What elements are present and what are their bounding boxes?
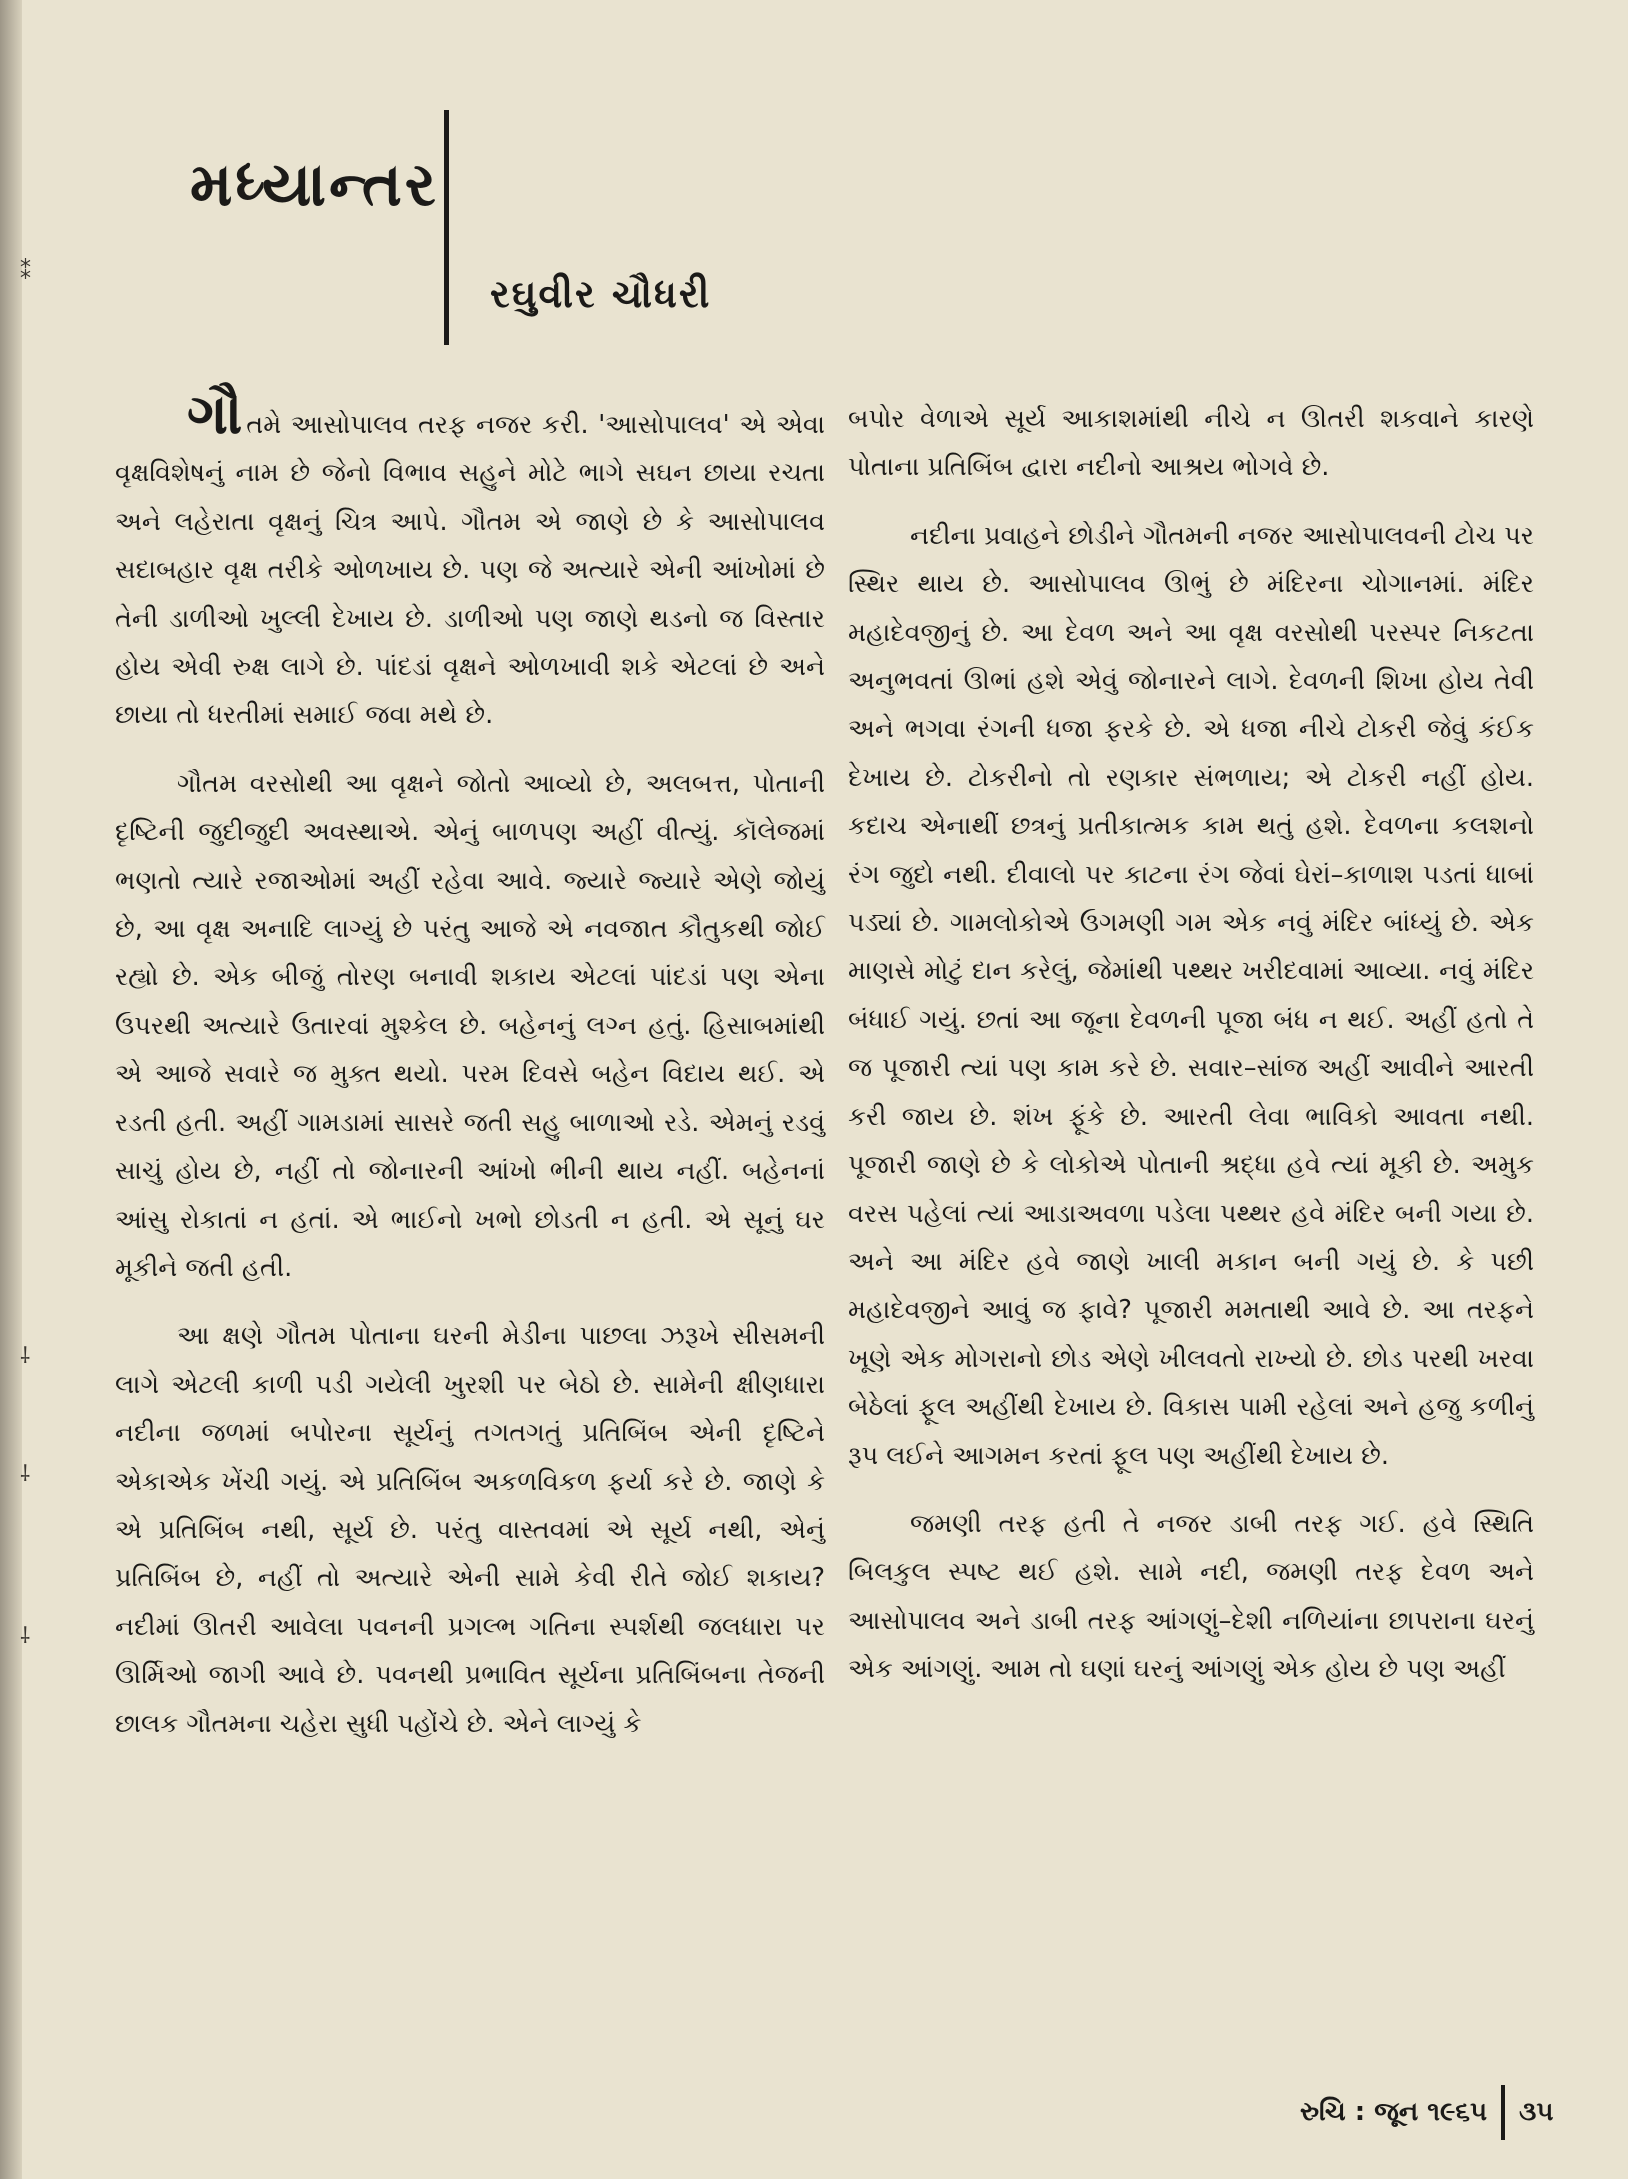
right-column xyxy=(848,395,1534,1714)
paragraph: નદીના પ્રવાહને છોડીને ગૌતમની નજર આસોપાલવની ટોચ પર સ્થિર થાય છે. આસોપાલવ ઊભું છે મંદિરના ચોગાનમાં. મંદિર મહાદેવજીનું છે. આ દેવળ અને આ વૃક્ષ વરસોથી પરસ્પર નિકટતા અનુભવતાં ઊભાં હશે એવું જોનારને લાગે. દેવળની શિખા હોય તેવી અને ભગવા રંગની ધજા ફરકે છે. એ ધજા નીચે ટોકરી જેવું કંઈક દેખાય છે. ટોકરીનો તો રણકાર સંભળાય; એ ટોકરી નહીં હોય. કદાચ એનાથીં છત્રનું પ્રતીકાત્મક કામ થતું હશે. દેવળના કલશનો રંગ જુદો નથી. દીવાલો પર કાટના રંગ જેવાં ઘેરાં–કાળાશ પડતાં ધાબાં પડ્યાં છે. ગામલોકોએ ઉગમણી ગમ એક નવું મંદિર બાંધ્યું છે. એક માણસે મોટું દાન કરેલું, જેમાંથી પથ્થર ખરીદવામાં આવ્યા. નવું મંદિર બંધાઈ ગયું. છતાં આ જૂના દેવળની પૂજા બંધ ન થઈ. અહીં હતો તે જ પૂજારી ત્યાં પણ કામ કરે છે. સવાર–સાંજ અહીં આવીને આરતી કરી જાય છે. શંખ ફૂંકે છે. આરતી લેવા ભાવિકો આવતા નથી. પૂજારી જાણે છે કે લોકોએ પોતાની શ્રદ્ધા હવે ત્યાં મૂકી છે. અમુક વરસ પહેલાં ત્યાં આડાઅવળા પડેલા પથ્થર હવે મંદિર બની ગયા છે. અને આ મંદિર હવે જાણે ખાલી મકાન બની ગયું છે. કે પછી મહાદેવજીને આવું જ ફાવે? પૂજારી મમતાથી આવે છે. આ તરફને ખૂણે એક મોગરાનો છોડ એણે ખીલવતો રાખ્યો છે. છોડ પરથી ખરવા બેઠેલાં ફૂલ અહીંથી દેખાય છે. વિકાસ પામી રહેલાં અને હજુ કળીનું રૂપ લઈને આગમન કરતાં ફૂલ પણ અહીંથી દેખાય છે. xyxy=(848,520,1534,1471)
page-footer xyxy=(1300,2085,1553,2140)
footer-divider xyxy=(1501,2085,1505,2140)
drop-cap: ગૌ xyxy=(187,382,243,447)
paragraph: બપોર વેળાએ સૂર્ય આકાશમાંથી નીચે ન ઊતરી શકવાને કારણે પોતાના પ્રતિબિંબ દ્વારા નદીનો આશ્રય ભોગવે છે. xyxy=(848,404,1534,483)
gutter-mark: ⸸ xyxy=(20,1462,31,1487)
article-title: મધ્યાન્તર xyxy=(190,150,439,220)
paragraph: આ ક્ષણે ગૌતમ પોતાના ઘરની મેડીના પાછલા ઝરૂખે સીસમની લાગે એટલી કાળી પડી ગયેલી ખુરશી પર બેઠો છે. સામેની ક્ષીણધારા નદીના જળમાં બપોરના સૂર્યનું તગતગતું પ્રતિબિંબ એની દૃષ્ટિને એકાએક ખેંચી ગયું. એ પ્રતિબિંબ અકળવિકળ ફર્યા કરે છે. જાણે કે એ પ્રતિબિંબ નથી, સૂર્ય છે. પરંતુ વાસ્તવમાં એ સૂર્ય નથી, એનું પ્રતિબિંબ છે, નહીં તો અત્યારે એની સામે કેવી રીતે જોઈ શકાય? નદીમાં ઊતરી આવેલા પવનની પ્રગલ્ભ ગતિના સ્પર્શથી જલધારા પર ઊર્મિઓ જાગી આવે છે. પવનથી પ્રભાવિત સૂર્યના પ્રતિબિંબના તેજની છાલક ગૌતમના ચહેરા સુધી પહોંચે છે. એને લાગ્યું કે xyxy=(115,1321,825,1739)
gutter-mark: ⸸ xyxy=(20,1344,31,1369)
title-divider xyxy=(444,110,449,345)
gutter-mark: ⸸ xyxy=(20,1624,31,1649)
left-column xyxy=(115,382,825,1768)
page-number: ૩૫ xyxy=(1519,2097,1554,2127)
paragraph: જમણી તરફ હતી તે નજર ડાબી તરફ ગઈ. હવે સ્થિતિ બિલકુલ સ્પષ્ટ થઈ હશે. સામે નદી, જમણી તરફ દેવળ અને આસોપાલવ અને ડાબી તરફ આંગણું–દેશી નળિયાંના છાપરાના ઘરનું એક આંગણું. આમ તો ઘણાં ઘરનું આંગણું એક હોય છે પણ અહીં xyxy=(848,1508,1534,1685)
paragraph-text: તમે આસોપાલવ તરફ નજર કરી. 'આસોપાલવ' એ એવા વૃક્ષવિશેષનું નામ છે જેનો વિભાવ સહુને મોટે ભાગે સઘન છાયા રચતા અને લહેરાતા વૃક્ષનું ચિત્ર આપે. ગૌતમ એ જાણે છે કે આસોપાલવ સદાબહાર વૃક્ષ તરીકે ઓળખાય છે. પણ જે અત્યારે એની આંખોમાં છે તેની ડાળીઓ ખુલ્લી દેખાય છે. ડાળીઓ પણ જાણે થડનો જ વિસ્તાર હોય એવી રુક્ષ લાગે છે. પાંદડાં વૃક્ષને ઓળખાવી શકે એટલાં છે અને છાયા તો ધરતીમાં સમાઈ જવા મથે છે. xyxy=(115,410,825,731)
paragraph: ગૌતમ વરસોથી આ વૃક્ષને જોતો આવ્યો છે, અલબત્ત, પોતાની દૃષ્ટિની જુદીજુદી અવસ્થાએ. એનું બાળપણ અહીં વીત્યું. કૉલેજમાં ભણતો ત્યારે રજાઓમાં અહીં રહેવા આવે. જ્યારે જ્યારે એણે જોયું છે, આ વૃક્ષ અનાદિ લાગ્યું છે પરંતુ આજે એ નવજાત કૌતુકથી જોઈ રહ્યો છે. એક બીજું તોરણ બનાવી શકાય એટલાં પાંદડાં પણ એના ઉપરથી અત્યારે ઉતારવાં મુશ્કેલ છે. બહેનનું લગ્ન હતું. હિસાબમાંથી એ આજે સવારે જ મુક્ત થયો. પરમ દિવસે બહેન વિદાય થઈ. એ રડતી હતી. અહીં ગામડામાં સાસરે જતી સહુ બાળાઓ રડે. એમનું રડવું સાચું હોય છે, નહીં તો જોનારની આંખો ભીની થાય નહીં. બહેનનાં આંસુ રોકાતાં ન હતાં. એ ભાઈનો ખભો છોડતી ન હતી. એ સૂનું ઘર મૂકીને જતી હતી. xyxy=(115,768,825,1283)
page-spine-shadow xyxy=(0,0,22,2179)
paragraph xyxy=(115,382,825,740)
magazine-issue: રુચિ : જૂન ૧૯૬૫ xyxy=(1300,2097,1488,2127)
gutter-mark: ⁑ xyxy=(20,260,31,285)
author-name: રઘુવીર ચૌધરી xyxy=(490,272,712,316)
